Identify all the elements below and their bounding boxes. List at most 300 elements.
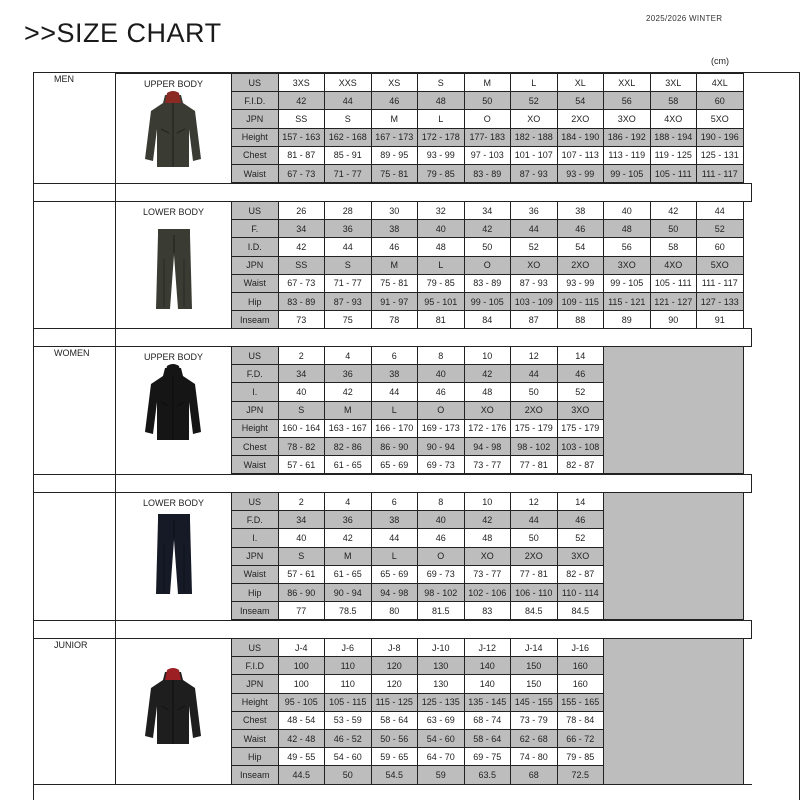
size-table xyxy=(231,73,744,183)
size-value-cell: 60 xyxy=(697,238,744,256)
size-value-cell: 42 xyxy=(651,202,698,220)
size-value-cell: 167 - 173 xyxy=(372,129,419,147)
empty-cell xyxy=(604,730,651,748)
pants-illustration xyxy=(152,514,196,601)
row-label-cell: Hip xyxy=(232,584,279,602)
size-value-cell: 190 - 196 xyxy=(697,129,744,147)
size-value-cell: 67 - 73 xyxy=(279,275,326,293)
empty-cell xyxy=(651,748,698,766)
size-value-cell: 48 xyxy=(418,238,465,256)
size-value-cell: 78 - 82 xyxy=(279,438,326,456)
size-value-cell: 82 - 87 xyxy=(558,456,605,474)
empty-cell xyxy=(604,766,651,784)
size-value-cell: 83 - 89 xyxy=(465,165,512,183)
size-value-cell: 79 - 85 xyxy=(418,165,465,183)
row-label-cell: Height xyxy=(232,420,279,438)
size-value-cell: 54 xyxy=(558,92,605,110)
size-value-cell: 46 xyxy=(558,511,605,529)
size-value-cell: O xyxy=(465,110,512,128)
size-value-cell: 5XO xyxy=(697,257,744,275)
size-value-cell: 67 - 73 xyxy=(279,165,326,183)
size-value-cell: 8 xyxy=(418,347,465,365)
size-value-cell: 110 xyxy=(325,675,372,693)
size-value-cell: L xyxy=(418,257,465,275)
size-value-cell: 38 xyxy=(558,202,605,220)
empty-cell xyxy=(604,675,651,693)
category-column-divider xyxy=(115,72,116,784)
size-value-cell: 44 xyxy=(697,202,744,220)
size-value-cell: 119 - 125 xyxy=(651,147,698,165)
row-label-cell: US xyxy=(232,639,279,657)
size-value-cell: 175 - 179 xyxy=(511,420,558,438)
size-value-cell: J-10 xyxy=(418,639,465,657)
size-value-cell: 97 - 103 xyxy=(465,147,512,165)
empty-cell xyxy=(651,420,698,438)
size-value-cell: 36 xyxy=(325,220,372,238)
size-value-cell: 6 xyxy=(372,347,419,365)
row-label-cell: F.I.D. xyxy=(232,92,279,110)
size-value-cell: 4 xyxy=(325,347,372,365)
size-value-cell: 71 - 77 xyxy=(325,165,372,183)
empty-cell xyxy=(604,748,651,766)
empty-cell xyxy=(651,383,698,401)
size-value-cell: 63.5 xyxy=(465,766,512,784)
size-value-cell: 26 xyxy=(279,202,326,220)
size-value-cell: 40 xyxy=(604,202,651,220)
empty-cell xyxy=(651,456,698,474)
size-value-cell: 2 xyxy=(279,493,326,511)
size-value-cell: 88 xyxy=(558,311,605,329)
size-value-cell: 36 xyxy=(325,365,372,383)
size-value-cell: 155 - 165 xyxy=(558,694,605,712)
jacket-illustration xyxy=(143,362,203,447)
size-value-cell: XO xyxy=(465,548,512,566)
size-value-cell: 2XO xyxy=(511,402,558,420)
size-value-cell: 162 - 168 xyxy=(325,129,372,147)
size-value-cell: 3XL xyxy=(651,74,698,92)
pants-illustration xyxy=(152,229,196,316)
size-value-cell: 82 - 86 xyxy=(325,438,372,456)
size-value-cell: 115 - 121 xyxy=(604,293,651,311)
size-value-cell: 166 - 170 xyxy=(372,420,419,438)
size-value-cell: 177- 183 xyxy=(465,129,512,147)
size-value-cell: 160 - 164 xyxy=(279,420,326,438)
row-label-cell: F.D. xyxy=(232,365,279,383)
size-value-cell: 113 - 119 xyxy=(604,147,651,165)
row-label-cell: US xyxy=(232,202,279,220)
divider-line xyxy=(33,474,752,475)
size-value-cell: 115 - 125 xyxy=(372,694,419,712)
size-value-cell: 34 xyxy=(279,365,326,383)
size-value-cell: 102 - 106 xyxy=(465,584,512,602)
size-value-cell: 46 xyxy=(372,92,419,110)
size-value-cell: O xyxy=(418,548,465,566)
size-table xyxy=(231,492,744,620)
empty-cell xyxy=(697,639,744,657)
size-value-cell: 73 - 77 xyxy=(465,566,512,584)
size-value-cell: 64 - 70 xyxy=(418,748,465,766)
size-value-cell: 130 xyxy=(418,657,465,675)
size-value-cell: 42 xyxy=(279,238,326,256)
empty-cell xyxy=(604,347,651,365)
size-value-cell: SS xyxy=(279,110,326,128)
size-value-cell: 184 - 190 xyxy=(558,129,605,147)
size-value-cell: 58 xyxy=(651,238,698,256)
size-value-cell: 46 xyxy=(558,365,605,383)
empty-cell xyxy=(651,529,698,547)
empty-cell xyxy=(651,694,698,712)
size-value-cell: 140 xyxy=(465,657,512,675)
size-value-cell: 12 xyxy=(511,493,558,511)
size-value-cell: 58 - 64 xyxy=(465,730,512,748)
size-value-cell: 42 xyxy=(465,220,512,238)
size-value-cell: M xyxy=(325,548,372,566)
size-value-cell: 46 xyxy=(418,529,465,547)
empty-cell xyxy=(651,548,698,566)
size-value-cell: 99 - 105 xyxy=(465,293,512,311)
size-value-cell: 125 - 135 xyxy=(418,694,465,712)
size-value-cell: M xyxy=(325,402,372,420)
row-label-cell: F.D. xyxy=(232,511,279,529)
size-value-cell: 127 - 133 xyxy=(697,293,744,311)
size-value-cell: S xyxy=(279,548,326,566)
size-value-cell: 52 xyxy=(558,383,605,401)
category-label-women: WOMEN xyxy=(54,348,90,358)
empty-cell xyxy=(697,511,744,529)
size-value-cell: 110 - 114 xyxy=(558,584,605,602)
size-value-cell: 52 xyxy=(511,92,558,110)
size-value-cell: 169 - 173 xyxy=(418,420,465,438)
empty-cell xyxy=(697,456,744,474)
size-value-cell: 12 xyxy=(511,347,558,365)
size-value-cell: 44 xyxy=(325,92,372,110)
empty-cell xyxy=(697,383,744,401)
size-value-cell: 120 xyxy=(372,657,419,675)
size-value-cell: 140 xyxy=(465,675,512,693)
size-value-cell: S xyxy=(418,74,465,92)
size-value-cell: 58 - 64 xyxy=(372,712,419,730)
empty-cell xyxy=(651,675,698,693)
size-value-cell: 2XO xyxy=(558,257,605,275)
size-value-cell: 105 - 111 xyxy=(651,275,698,293)
row-label-cell: Inseam xyxy=(232,311,279,329)
unit-label: (cm) xyxy=(711,56,729,66)
empty-cell xyxy=(604,584,651,602)
row-label-cell: Waist xyxy=(232,165,279,183)
row-label-cell: Hip xyxy=(232,293,279,311)
size-value-cell: 50 xyxy=(465,92,512,110)
category-label-junior: JUNIOR xyxy=(54,640,88,650)
size-value-cell: 60 xyxy=(697,92,744,110)
size-value-cell: J-4 xyxy=(279,639,326,657)
size-value-cell: XL xyxy=(558,74,605,92)
divider-line xyxy=(33,784,752,785)
size-value-cell: 109 - 115 xyxy=(558,293,605,311)
size-value-cell: 130 xyxy=(418,675,465,693)
size-value-cell: 2XO xyxy=(511,548,558,566)
empty-cell xyxy=(604,602,651,620)
size-value-cell: 78.5 xyxy=(325,602,372,620)
size-value-cell: 79 - 85 xyxy=(558,748,605,766)
size-value-cell: S xyxy=(325,257,372,275)
size-value-cell: 2XO xyxy=(558,110,605,128)
size-value-cell: 50 xyxy=(325,766,372,784)
row-label-cell: Height xyxy=(232,694,279,712)
size-value-cell: 100 xyxy=(279,675,326,693)
size-value-cell: 42 xyxy=(325,383,372,401)
size-value-cell: 63 - 69 xyxy=(418,712,465,730)
row-label-cell: Hip xyxy=(232,748,279,766)
size-value-cell: 3XO xyxy=(604,257,651,275)
jacket-illustration xyxy=(143,666,203,751)
divider-line xyxy=(33,183,752,184)
block-label: LOWER BODY xyxy=(142,207,204,217)
size-value-cell: 69 - 75 xyxy=(465,748,512,766)
size-value-cell: 3XS xyxy=(279,74,326,92)
size-value-cell: 46 xyxy=(418,383,465,401)
size-value-cell: 98 - 102 xyxy=(511,438,558,456)
size-value-cell: 95 - 105 xyxy=(279,694,326,712)
empty-cell xyxy=(697,548,744,566)
size-value-cell: 86 - 90 xyxy=(372,438,419,456)
size-value-cell: 54.5 xyxy=(372,766,419,784)
size-value-cell: 160 xyxy=(558,675,605,693)
size-value-cell: 77 - 81 xyxy=(511,456,558,474)
size-value-cell: 83 xyxy=(465,602,512,620)
empty-cell xyxy=(604,365,651,383)
empty-cell xyxy=(651,712,698,730)
size-value-cell: 93 - 99 xyxy=(418,147,465,165)
empty-cell xyxy=(697,657,744,675)
size-value-cell: 89 - 95 xyxy=(372,147,419,165)
size-value-cell: XO xyxy=(511,110,558,128)
row-label-cell: JPN xyxy=(232,402,279,420)
size-value-cell: 54 xyxy=(558,238,605,256)
row-label-cell: US xyxy=(232,74,279,92)
empty-cell xyxy=(697,712,744,730)
empty-cell xyxy=(697,675,744,693)
size-value-cell: 91 xyxy=(697,311,744,329)
row-label-cell: JPN xyxy=(232,675,279,693)
size-value-cell: 58 xyxy=(651,92,698,110)
size-value-cell: 75 - 81 xyxy=(372,275,419,293)
empty-cell xyxy=(604,529,651,547)
size-value-cell: 59 - 65 xyxy=(372,748,419,766)
size-value-cell: 111 - 117 xyxy=(697,165,744,183)
size-value-cell: J-12 xyxy=(465,639,512,657)
size-value-cell: 10 xyxy=(465,493,512,511)
row-label-cell: Waist xyxy=(232,566,279,584)
row-label-cell: JPN xyxy=(232,548,279,566)
size-value-cell: 103 - 108 xyxy=(558,438,605,456)
size-value-cell: 10 xyxy=(465,347,512,365)
size-value-cell: 53 - 59 xyxy=(325,712,372,730)
divider-line xyxy=(33,620,752,621)
row-label-cell: Height xyxy=(232,129,279,147)
size-value-cell: 30 xyxy=(372,202,419,220)
size-value-cell: 175 - 179 xyxy=(558,420,605,438)
row-label-cell: Inseam xyxy=(232,602,279,620)
size-value-cell: 81 xyxy=(418,311,465,329)
size-value-cell: 186 - 192 xyxy=(604,129,651,147)
size-value-cell: 8 xyxy=(418,493,465,511)
size-table xyxy=(231,346,744,474)
size-value-cell: 46 xyxy=(372,238,419,256)
size-value-cell: J-14 xyxy=(511,639,558,657)
size-value-cell: 83 - 89 xyxy=(279,293,326,311)
empty-cell xyxy=(604,511,651,529)
size-value-cell: 72.5 xyxy=(558,766,605,784)
size-value-cell: 111 - 117 xyxy=(697,275,744,293)
size-value-cell: 34 xyxy=(279,220,326,238)
season-label: 2025/2026 WINTER xyxy=(646,14,723,23)
size-value-cell: L xyxy=(372,402,419,420)
size-value-cell: 65 - 69 xyxy=(372,566,419,584)
size-value-cell: 44 xyxy=(372,383,419,401)
block-label: UPPER BODY xyxy=(143,352,203,362)
row-label-cell: F.I.D xyxy=(232,657,279,675)
band-edge xyxy=(751,620,752,638)
block-label: UPPER BODY xyxy=(143,79,203,89)
band-edge xyxy=(751,474,752,492)
size-value-cell: M xyxy=(372,110,419,128)
row-label-cell: Chest xyxy=(232,147,279,165)
size-value-cell: 79 - 85 xyxy=(418,275,465,293)
size-table xyxy=(231,201,744,329)
size-value-cell: 83 - 89 xyxy=(465,275,512,293)
size-value-cell: 48 xyxy=(604,220,651,238)
size-value-cell: 49 - 55 xyxy=(279,748,326,766)
empty-cell xyxy=(697,420,744,438)
empty-cell xyxy=(697,730,744,748)
size-value-cell: M xyxy=(372,257,419,275)
size-value-cell: 75 - 81 xyxy=(372,165,419,183)
empty-cell xyxy=(697,402,744,420)
size-value-cell: 44 xyxy=(511,365,558,383)
size-value-cell: 46 - 52 xyxy=(325,730,372,748)
size-value-cell: SS xyxy=(279,257,326,275)
band-edge xyxy=(751,328,752,346)
row-label-cell: US xyxy=(232,493,279,511)
divider-line xyxy=(33,346,752,347)
size-value-cell: 36 xyxy=(511,202,558,220)
row-label-cell: I. xyxy=(232,383,279,401)
empty-cell xyxy=(604,694,651,712)
size-value-cell: 14 xyxy=(558,493,605,511)
size-value-cell: 90 - 94 xyxy=(418,438,465,456)
size-value-cell: 4XL xyxy=(697,74,744,92)
empty-cell xyxy=(651,602,698,620)
empty-cell xyxy=(651,402,698,420)
size-value-cell: 40 xyxy=(418,220,465,238)
empty-cell xyxy=(651,511,698,529)
divider-line xyxy=(33,638,752,639)
size-value-cell: 99 - 105 xyxy=(604,275,651,293)
size-value-cell: 38 xyxy=(372,220,419,238)
row-label-cell: JPN xyxy=(232,257,279,275)
size-value-cell: 69 - 73 xyxy=(418,456,465,474)
size-value-cell: 38 xyxy=(372,511,419,529)
size-value-cell: 74 - 80 xyxy=(511,748,558,766)
size-value-cell: 65 - 69 xyxy=(372,456,419,474)
size-value-cell: XO xyxy=(465,402,512,420)
empty-cell xyxy=(604,493,651,511)
empty-cell xyxy=(604,383,651,401)
size-value-cell: 103 - 109 xyxy=(511,293,558,311)
size-value-cell: 3XO xyxy=(604,110,651,128)
size-value-cell: 75 xyxy=(325,311,372,329)
size-value-cell: 106 - 110 xyxy=(511,584,558,602)
size-value-cell: XXS xyxy=(325,74,372,92)
size-value-cell: 69 - 73 xyxy=(418,566,465,584)
size-value-cell: 82 - 87 xyxy=(558,566,605,584)
size-value-cell: 98 - 102 xyxy=(418,584,465,602)
size-value-cell: 2 xyxy=(279,347,326,365)
size-value-cell: J-6 xyxy=(325,639,372,657)
empty-cell xyxy=(604,657,651,675)
size-value-cell: 40 xyxy=(279,383,326,401)
size-value-cell: 48 xyxy=(418,92,465,110)
size-value-cell: 78 xyxy=(372,311,419,329)
size-value-cell: 56 xyxy=(604,92,651,110)
row-label-cell: Waist xyxy=(232,275,279,293)
size-value-cell: 90 xyxy=(651,311,698,329)
size-value-cell: 42 xyxy=(325,529,372,547)
size-value-cell: 73 - 77 xyxy=(465,456,512,474)
size-value-cell: 59 xyxy=(418,766,465,784)
size-value-cell: 68 xyxy=(511,766,558,784)
row-label-cell: US xyxy=(232,347,279,365)
empty-cell xyxy=(651,493,698,511)
size-value-cell: J-8 xyxy=(372,639,419,657)
size-value-cell: O xyxy=(418,402,465,420)
size-value-cell: 90 - 94 xyxy=(325,584,372,602)
row-label-cell: Chest xyxy=(232,712,279,730)
size-value-cell: 150 xyxy=(511,675,558,693)
empty-cell xyxy=(651,766,698,784)
empty-cell xyxy=(697,694,744,712)
size-value-cell: 40 xyxy=(418,365,465,383)
size-value-cell: 4XO xyxy=(651,110,698,128)
empty-cell xyxy=(697,365,744,383)
size-value-cell: 28 xyxy=(325,202,372,220)
size-value-cell: 36 xyxy=(325,511,372,529)
block-label: LOWER BODY xyxy=(142,498,204,508)
size-value-cell: 61 - 65 xyxy=(325,456,372,474)
size-value-cell: 77 xyxy=(279,602,326,620)
size-value-cell: 6 xyxy=(372,493,419,511)
size-value-cell: 86 - 90 xyxy=(279,584,326,602)
size-value-cell: 38 xyxy=(372,365,419,383)
empty-cell xyxy=(604,566,651,584)
empty-cell xyxy=(651,365,698,383)
row-label-cell: JPN xyxy=(232,110,279,128)
size-value-cell: 48 xyxy=(465,383,512,401)
size-value-cell: 50 xyxy=(465,238,512,256)
size-value-cell: 56 xyxy=(604,238,651,256)
size-value-cell: 80 xyxy=(372,602,419,620)
size-value-cell: XXL xyxy=(604,74,651,92)
size-value-cell: 81.5 xyxy=(418,602,465,620)
size-value-cell: 46 xyxy=(558,220,605,238)
size-value-cell: 87 - 93 xyxy=(511,165,558,183)
size-value-cell: 54 - 60 xyxy=(418,730,465,748)
size-value-cell: 101 - 107 xyxy=(511,147,558,165)
empty-cell xyxy=(697,602,744,620)
size-value-cell: 182 - 188 xyxy=(511,129,558,147)
empty-cell xyxy=(697,566,744,584)
size-value-cell: 188 - 194 xyxy=(651,129,698,147)
